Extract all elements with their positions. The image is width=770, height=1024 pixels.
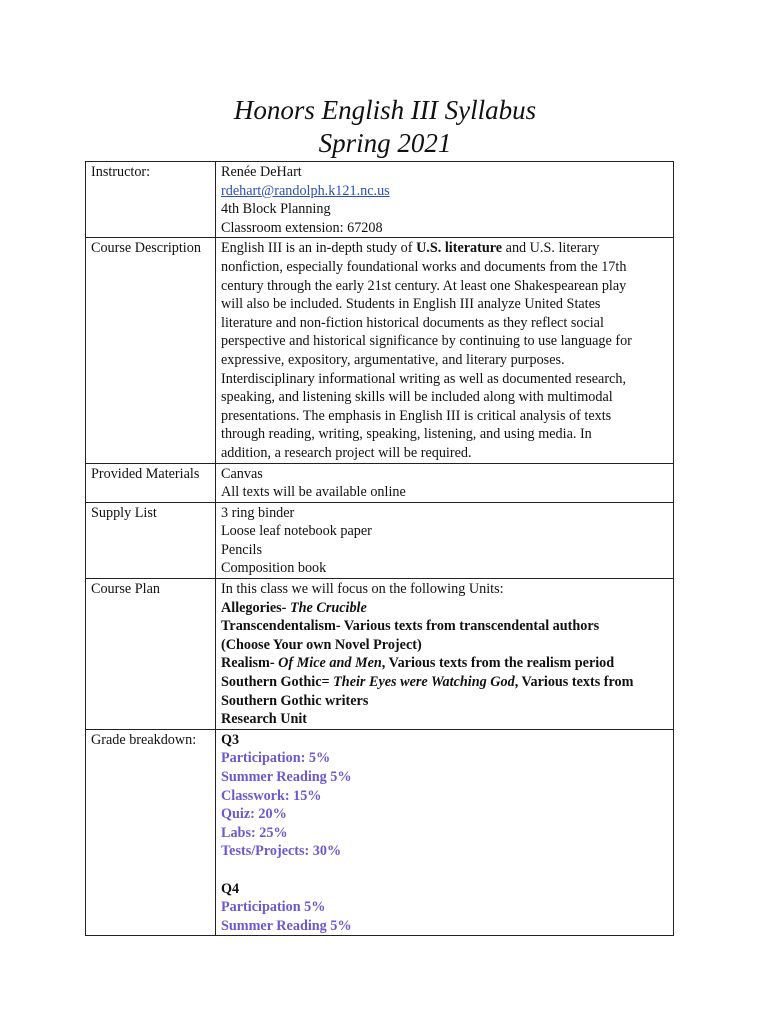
description-text: perspective and historical significance by continuing to use language for	[221, 333, 632, 350]
description-line	[221, 407, 668, 426]
course-unit-text: Southern Gothic writers	[221, 692, 369, 709]
material-item: Canvas	[221, 465, 263, 482]
grade-breakdown-content	[216, 729, 674, 936]
description-text: addition, a research project will be required.	[221, 444, 472, 461]
description-text: speaking, and listening skills will be included along with multimodal	[221, 389, 613, 406]
q3-grade-item: Tests/Projects: 30%	[221, 843, 342, 860]
course-unit-text: Transcendentalism- Various texts from transcendental authors	[221, 618, 600, 635]
course-unit-text: Southern Gothic=	[221, 674, 334, 691]
supply-list-label: Supply List	[86, 502, 216, 578]
description-line	[221, 239, 668, 258]
description-text: and U.S. literary	[502, 240, 600, 257]
course-plan-content	[216, 579, 674, 730]
description-line	[221, 425, 668, 444]
document-title	[0, 94, 770, 160]
supply-list-items	[216, 502, 674, 578]
title-line-2: Spring 2021	[318, 128, 452, 158]
syllabus-table	[85, 161, 674, 936]
description-line	[221, 370, 668, 389]
description-line	[221, 258, 668, 277]
q3-items	[221, 749, 668, 861]
q3-grade-item: Labs: 25%	[221, 824, 288, 841]
q3-heading: Q3	[221, 731, 240, 748]
course-description-text	[216, 238, 674, 463]
description-line	[221, 388, 668, 407]
course-unit-text: The Crucible	[289, 599, 367, 616]
instructor-name: Renée DeHart	[221, 164, 302, 180]
instructor-info	[216, 162, 674, 238]
q4-heading: Q4	[221, 880, 240, 897]
q4-grade-item: Participation 5%	[221, 899, 326, 916]
course-unit-text: Research Unit	[221, 711, 308, 728]
course-unit-text: , Various texts from the realism period	[381, 655, 615, 672]
supply-item: Pencils	[221, 541, 262, 558]
description-text: will also be included. Students in English III analyze United States	[221, 296, 601, 313]
description-line	[221, 295, 668, 314]
course-description-label: Course Description	[86, 238, 216, 463]
description-line	[221, 277, 668, 296]
description-text: century through the early 21st century. At least one Shakespearean play	[221, 277, 627, 294]
row-instructor	[86, 162, 674, 238]
course-plan-label: Course Plan	[86, 579, 216, 730]
course-unit-text: Of Mice and Men	[278, 655, 382, 672]
description-text: Interdisciplinary informational writing as well as documented research,	[221, 370, 626, 387]
instructor-planning: 4th Block Planning	[221, 201, 331, 218]
course-unit	[221, 654, 668, 673]
description-line	[221, 314, 668, 333]
supply-item: 3 ring binder	[221, 504, 295, 521]
description-text: expressive, expository, argumentative, and literary purposes.	[221, 351, 565, 368]
q3-grade-item: Summer Reading 5%	[221, 769, 352, 785]
description-text: through reading, writing, speaking, listening, and using media. In	[221, 426, 592, 443]
description-emphasis: U.S. literature	[416, 240, 503, 257]
spacer	[221, 861, 668, 880]
row-course-plan	[86, 579, 674, 730]
row-course-description	[86, 238, 674, 463]
q4-grade-item: Summer Reading 5%	[221, 917, 352, 934]
description-line	[221, 444, 668, 463]
course-unit	[221, 710, 668, 729]
description-line	[221, 351, 668, 370]
q3-grade-item: Quiz: 20%	[221, 806, 287, 823]
supply-item: Loose leaf notebook paper	[221, 523, 372, 540]
course-unit	[221, 673, 668, 692]
provided-materials-label: Provided Materials	[86, 463, 216, 502]
course-unit-text: , Various texts from	[514, 674, 634, 691]
material-item: All texts will be available online	[221, 484, 406, 501]
course-unit	[221, 692, 668, 711]
course-unit	[221, 636, 668, 655]
grade-breakdown-label: Grade breakdown:	[86, 729, 216, 936]
description-text: literature and non-fiction historical documents as they reflect social	[221, 314, 604, 331]
course-unit-text: Their Eyes were Watching God	[333, 674, 515, 691]
row-grade-breakdown	[86, 729, 674, 936]
row-provided-materials	[86, 463, 674, 502]
row-supply-list	[86, 502, 674, 578]
course-unit	[221, 617, 668, 636]
description-text: presentations. The emphasis in English III is critical analysis of texts	[221, 407, 612, 424]
q3-grade-item: Participation: 5%	[221, 750, 331, 767]
course-unit-text: Allegories-	[221, 599, 290, 616]
instructor-extension: Classroom extension: 67208	[221, 219, 383, 236]
course-unit-text: (Choose Your own Novel Project)	[221, 636, 422, 653]
course-plan-units	[221, 599, 668, 729]
q4-items	[221, 898, 668, 935]
course-plan-intro: In this class we will focus on the following Units:	[221, 581, 504, 598]
supply-item: Composition book	[221, 560, 327, 577]
course-unit-text: Realism-	[221, 655, 279, 672]
instructor-label: Instructor:	[86, 162, 216, 238]
instructor-email-link[interactable]: rdehart@randolph.k121.nc.us	[221, 182, 390, 199]
course-unit	[221, 599, 668, 618]
description-text: English III is an in-depth study of	[221, 240, 417, 257]
title-line-1: Honors English III Syllabus	[233, 95, 537, 125]
q3-grade-item: Classwork: 15%	[221, 787, 322, 804]
description-text: nonfiction, especially foundational works and documents from the 17th	[221, 258, 627, 275]
description-line	[221, 332, 668, 351]
provided-materials-list	[216, 463, 674, 502]
